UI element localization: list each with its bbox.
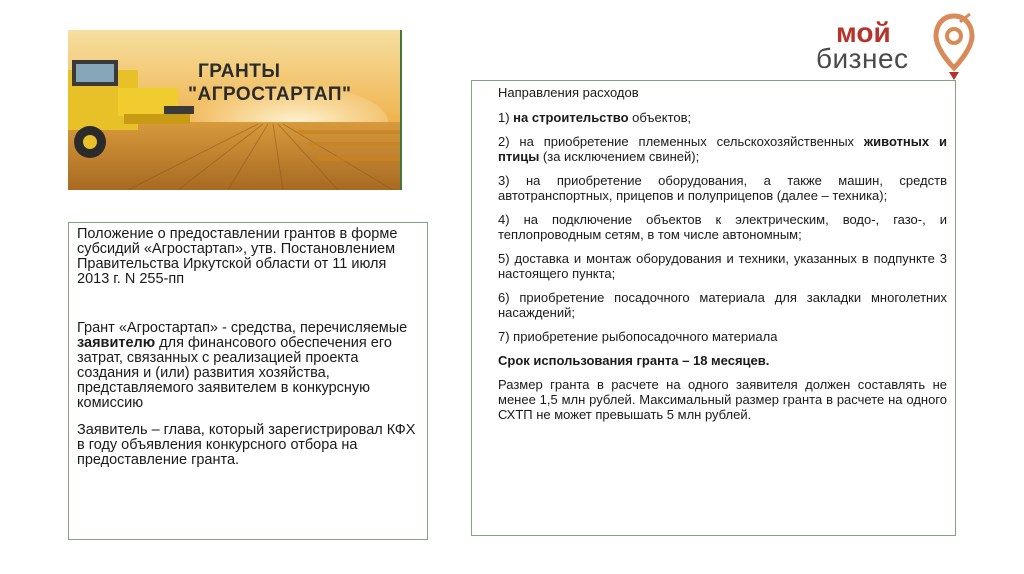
grant-definition-bold: заявителю	[77, 335, 156, 351]
banner-title	[188, 60, 398, 106]
expense-item-1-bold: на строительство	[513, 110, 629, 125]
grant-term	[498, 353, 947, 368]
expense-item-2-text: 2) на приобретение племенных сельскохозяйственных	[498, 134, 864, 149]
logo-word-biznes: бизнес	[816, 43, 909, 74]
grant-amount: Размер гранта в расчете на одного заявителя должен составлять не менее 1,5 млн рублей. Максимальный размер гранта в расчете на одного СХТП не может превышать 5 млн рублей.	[498, 377, 947, 422]
moi-biznes-logo	[812, 10, 982, 82]
wheat-field-illustration	[68, 30, 400, 190]
expense-directions-box	[471, 80, 956, 536]
expense-item-2-text-rest: (за исключением свиней);	[539, 149, 700, 164]
expense-item-5: 5) доставка и монтаж оборудования и техники, указанных в подпункте 3 настоящего пункта;	[498, 251, 947, 281]
logo-word-moi: мой	[836, 17, 891, 48]
regulation-paragraph: Положение о предоставлении грантов в форме субсидий «Агростартап», утв. Постановлением Правительства Иркутской области от 11 июля 2013 г. N 255-пп	[77, 226, 398, 287]
expense-item-3: 3) на приобретение оборудования, а также машин, средств автотранспортных, прицепов и полуприцепов (далее – техника);	[498, 173, 947, 203]
expense-item-2	[498, 134, 947, 164]
expense-directions-heading: Направления расходов	[498, 85, 639, 100]
applicant-paragraph: Заявитель – глава, который зарегистрировал КФХ в году объявления конкурсного отбора на предоставление гранта.	[77, 422, 416, 468]
expense-item-7: 7) приобретение рыбопосадочного материала	[498, 329, 778, 344]
banner-title-line1: ГРАНТЫ	[198, 61, 281, 82]
grant-description-box	[68, 222, 428, 540]
banner-title-line2: "АГРОСТАРТАП"	[188, 84, 352, 105]
expense-item-6: 6) приобретение посадочного материала для закладки многолетних насаждений;	[498, 290, 947, 320]
grant-definition-text: Грант «Агростартап» - средства, перечисляемые	[77, 320, 408, 336]
expense-item-4: 4) на подключение объектов к электрическим, водо-, газо-, и теплопроводным сетям, в том числе автономным;	[498, 212, 947, 242]
grant-definition-text-rest: для финансового обеспечения его затрат, связанных с реализацией проекта создания и (или) развития хозяйства, представляемого заявителем в конкурсную комиссию	[77, 335, 392, 411]
expense-item-1-number: 1)	[498, 110, 514, 125]
location-pin-icon	[930, 10, 978, 82]
expense-item-1	[498, 110, 947, 125]
grant-definition-paragraph	[77, 321, 419, 411]
expense-item-2-bold: животных и птицы	[498, 134, 947, 164]
expense-item-1-text: объектов;	[628, 110, 692, 125]
grant-term-bold: Срок использования гранта – 18 месяцев.	[498, 353, 770, 368]
grant-banner-image	[68, 30, 402, 190]
logo-text	[816, 17, 909, 74]
